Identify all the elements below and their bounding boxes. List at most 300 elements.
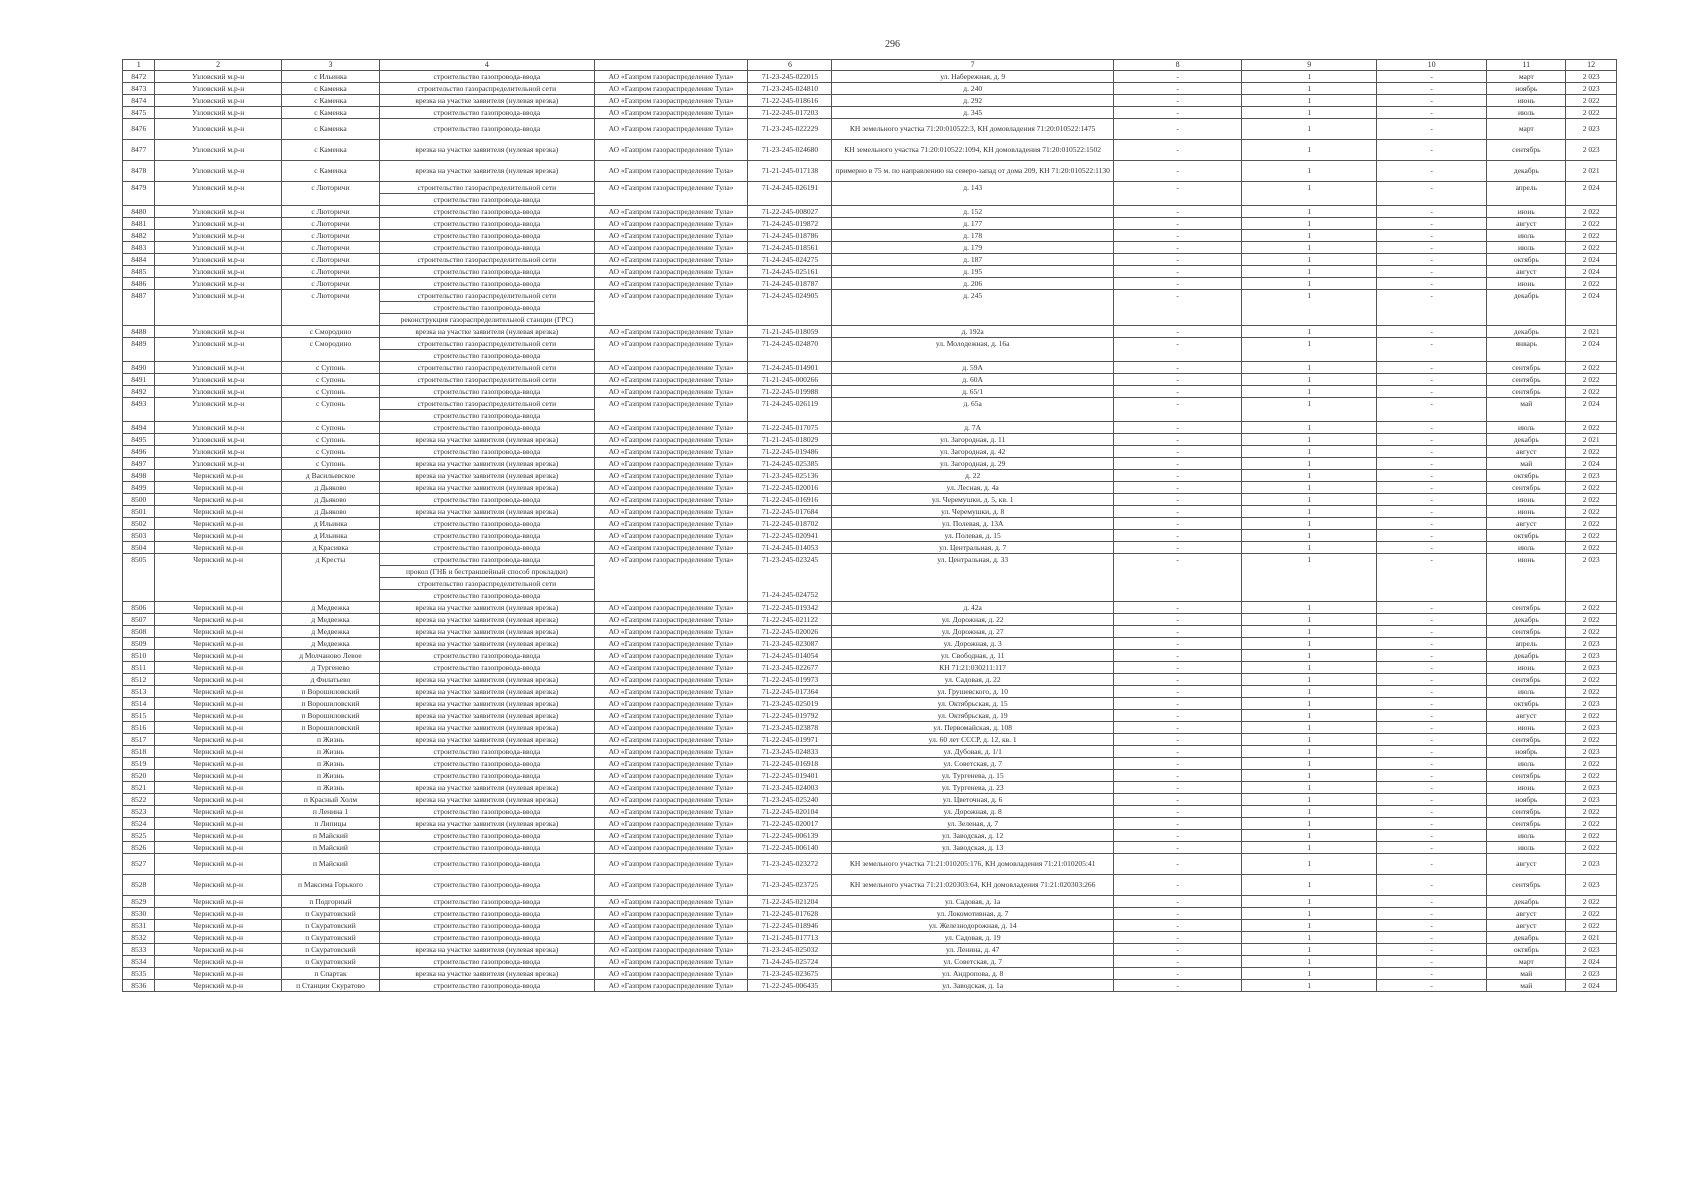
work-type-cell: строительство газораспределительной сети — [380, 578, 595, 590]
col10-cell: - — [1377, 230, 1487, 242]
code-cell: 71-22-245-020017 — [748, 818, 832, 830]
row-number: 8485 — [123, 266, 155, 278]
address-cell: д. 152 — [832, 206, 1113, 218]
year-cell: 2 023 — [1566, 650, 1617, 662]
code-cell: 71-22-245-006140 — [748, 842, 832, 854]
district-cell: Чернский м.р-н — [155, 968, 282, 980]
work-type-cell: врезка на участке заявителя (нулевая врезка) — [380, 698, 595, 710]
page-number: 296 — [885, 39, 900, 50]
address-cell: ул. Заводская, д. 13 — [832, 842, 1113, 854]
col9-cell: 1 — [1242, 875, 1377, 896]
organization-cell: АО «Газпром газораспределение Тула» — [594, 758, 748, 770]
month-cell: июль — [1487, 542, 1566, 554]
empty-cell — [1113, 410, 1242, 422]
settlement-cell: с Супонь — [281, 434, 379, 446]
table-row — [123, 422, 1617, 434]
col9-cell: 1 — [1242, 278, 1377, 290]
code-cell: 71-23-245-025019 — [748, 698, 832, 710]
address-cell: ул. Дубовая, д. 1/1 — [832, 746, 1113, 758]
year-cell: 2 022 — [1566, 218, 1617, 230]
col10-cell: - — [1377, 650, 1487, 662]
settlement-cell: п Жизнь — [281, 734, 379, 746]
work-type-cell: строительство газопровода-ввода — [380, 806, 595, 818]
month-cell: июнь — [1487, 494, 1566, 506]
empty-cell — [832, 590, 1113, 602]
address-cell: ул. Тургенева, д. 23 — [832, 782, 1113, 794]
district-cell: Узловский м.р-н — [155, 434, 282, 446]
col8-cell: - — [1113, 806, 1242, 818]
code-cell: 71-22-245-017075 — [748, 422, 832, 434]
work-type-cell: строительство газопровода-ввода — [380, 662, 595, 674]
work-type-cell: врезка на участке заявителя (нулевая врезка) — [380, 482, 595, 494]
col9-cell: 1 — [1242, 698, 1377, 710]
col10-cell: - — [1377, 734, 1487, 746]
settlement-cell: п Ворошиловский — [281, 698, 379, 710]
address-cell: ул. Дорожная, д. 3 — [832, 638, 1113, 650]
work-type-cell: строительство газопровода-ввода — [380, 230, 595, 242]
col9-cell: 1 — [1242, 662, 1377, 674]
district-cell: Узловский м.р-н — [155, 161, 282, 182]
code-cell: 71-21-245-018059 — [748, 326, 832, 338]
settlement-cell: с Люторичи — [281, 242, 379, 254]
empty-cell — [1487, 314, 1566, 326]
organization-cell: АО «Газпром газораспределение Тула» — [594, 770, 748, 782]
district-cell: Узловский м.р-н — [155, 374, 282, 386]
empty-cell — [594, 314, 748, 326]
code-cell: 71-22-245-020104 — [748, 806, 832, 818]
month-cell: декабрь — [1487, 650, 1566, 662]
work-type-cell: врезка на участке заявителя (нулевая врезка) — [380, 722, 595, 734]
settlement-cell: п Красный Холм — [281, 794, 379, 806]
settlement-cell: д Тургенево — [281, 662, 379, 674]
empty-cell — [1566, 350, 1617, 362]
settlement-cell: д Дьяково — [281, 506, 379, 518]
code-cell: 71-23-245-025136 — [748, 470, 832, 482]
row-number: 8496 — [123, 446, 155, 458]
col10-cell: - — [1377, 932, 1487, 944]
col8-cell: - — [1113, 794, 1242, 806]
settlement-cell: п Ворошиловский — [281, 710, 379, 722]
year-cell: 2 022 — [1566, 758, 1617, 770]
col10-cell: - — [1377, 698, 1487, 710]
col9-cell: 1 — [1242, 734, 1377, 746]
col8-cell: - — [1113, 458, 1242, 470]
work-type-cell: строительство газопровода-ввода — [380, 518, 595, 530]
col10-cell: - — [1377, 470, 1487, 482]
code-cell: 71-24-245-024905 — [748, 290, 832, 302]
work-type-cell: врезка на участке заявителя (нулевая врезка) — [380, 506, 595, 518]
empty-cell — [281, 302, 379, 314]
col8-cell: - — [1113, 602, 1242, 614]
empty-cell — [748, 194, 832, 206]
col10-cell: - — [1377, 686, 1487, 698]
address-cell: д. 345 — [832, 107, 1113, 119]
address-cell: ул. Зеленая, д. 7 — [832, 818, 1113, 830]
address-cell: д. 195 — [832, 266, 1113, 278]
table-row — [123, 932, 1617, 944]
col9-cell: 1 — [1242, 182, 1377, 194]
table-row — [123, 374, 1617, 386]
code-cell: 71-21-245-000266 — [748, 374, 832, 386]
col8-cell: - — [1113, 230, 1242, 242]
col9-cell: 1 — [1242, 818, 1377, 830]
work-type-cell: строительство газопровода-ввода — [380, 908, 595, 920]
district-cell: Узловский м.р-н — [155, 107, 282, 119]
year-cell: 2 023 — [1566, 119, 1617, 140]
work-type-cell: строительство газопровода-ввода — [380, 206, 595, 218]
empty-cell — [1377, 410, 1487, 422]
empty-cell — [594, 194, 748, 206]
row-number: 8479 — [123, 182, 155, 194]
col8-cell: - — [1113, 686, 1242, 698]
empty-cell — [1487, 410, 1566, 422]
col10-cell: - — [1377, 875, 1487, 896]
year-cell: 2 023 — [1566, 794, 1617, 806]
row-number: 8512 — [123, 674, 155, 686]
month-cell: декабрь — [1487, 434, 1566, 446]
code-cell: 71-22-245-018616 — [748, 95, 832, 107]
empty-cell — [155, 578, 282, 590]
code-cell: 71-23-245-024003 — [748, 782, 832, 794]
year-cell: 2 022 — [1566, 542, 1617, 554]
col8-cell: - — [1113, 326, 1242, 338]
year-cell: 2 024 — [1566, 458, 1617, 470]
column-header: 11 — [1487, 60, 1566, 71]
work-type-cell: строительство газораспределительной сети — [380, 182, 595, 194]
col8-cell: - — [1113, 140, 1242, 161]
work-type-cell: строительство газопровода-ввода — [380, 956, 595, 968]
address-cell: ул. Советская, д. 7 — [832, 956, 1113, 968]
work-type-cell: строительство газопровода-ввода — [380, 410, 595, 422]
district-cell: Чернский м.р-н — [155, 542, 282, 554]
month-cell: август — [1487, 710, 1566, 722]
settlement-cell: п Спартак — [281, 968, 379, 980]
address-cell: ул. Черемушки, д. 5, кв. 1 — [832, 494, 1113, 506]
col8-cell: - — [1113, 638, 1242, 650]
code-cell: 71-23-245-023725 — [748, 875, 832, 896]
row-number: 8518 — [123, 746, 155, 758]
col10-cell: - — [1377, 107, 1487, 119]
table-row — [123, 230, 1617, 242]
col9-cell: 1 — [1242, 290, 1377, 302]
address-cell: ул. Полевая, д. 15 — [832, 530, 1113, 542]
col9-cell: 1 — [1242, 554, 1377, 566]
year-cell: 2 023 — [1566, 638, 1617, 650]
month-cell: сентябрь — [1487, 374, 1566, 386]
table-row — [123, 602, 1617, 614]
table-subrow — [123, 578, 1617, 590]
empty-cell — [1377, 578, 1487, 590]
work-type-cell: строительство газораспределительной сети — [380, 254, 595, 266]
col10-cell: - — [1377, 434, 1487, 446]
settlement-cell: д Кресты — [281, 554, 379, 566]
empty-cell — [832, 302, 1113, 314]
column-header: 12 — [1566, 60, 1617, 71]
col9-cell: 1 — [1242, 908, 1377, 920]
district-cell: Узловский м.р-н — [155, 119, 282, 140]
row-number: 8483 — [123, 242, 155, 254]
row-number: 8486 — [123, 278, 155, 290]
table-row — [123, 494, 1617, 506]
col10-cell: - — [1377, 119, 1487, 140]
col8-cell: - — [1113, 95, 1242, 107]
col10-cell: - — [1377, 758, 1487, 770]
table-row — [123, 968, 1617, 980]
col8-cell: - — [1113, 254, 1242, 266]
month-cell: сентябрь — [1487, 482, 1566, 494]
year-cell: 2 021 — [1566, 932, 1617, 944]
month-cell: март — [1487, 119, 1566, 140]
district-cell: Чернский м.р-н — [155, 908, 282, 920]
col8-cell: - — [1113, 182, 1242, 194]
col10-cell: - — [1377, 254, 1487, 266]
work-type-cell: строительство газопровода-ввода — [380, 842, 595, 854]
work-type-cell: строительство газопровода-ввода — [380, 650, 595, 662]
empty-cell — [748, 566, 832, 578]
year-cell: 2 024 — [1566, 290, 1617, 302]
row-number: 8515 — [123, 710, 155, 722]
month-cell: август — [1487, 218, 1566, 230]
code-cell: 71-24-245-018787 — [748, 278, 832, 290]
settlement-cell: д Медвежка — [281, 626, 379, 638]
table-row — [123, 242, 1617, 254]
table-subrow — [123, 302, 1617, 314]
col8-cell: - — [1113, 782, 1242, 794]
settlement-cell: п Жизнь — [281, 746, 379, 758]
month-cell: август — [1487, 446, 1566, 458]
settlement-cell: п Ворошиловский — [281, 722, 379, 734]
year-cell: 2 023 — [1566, 698, 1617, 710]
month-cell: июнь — [1487, 278, 1566, 290]
col8-cell: - — [1113, 626, 1242, 638]
col8-cell: - — [1113, 71, 1242, 83]
organization-cell: АО «Газпром газораспределение Тула» — [594, 374, 748, 386]
table-row — [123, 206, 1617, 218]
work-type-cell: прокол (ГНБ и бестраншейный способ прокладки) — [380, 566, 595, 578]
table-row — [123, 182, 1617, 194]
empty-cell — [1487, 302, 1566, 314]
col10-cell: - — [1377, 422, 1487, 434]
organization-cell: АО «Газпром газораспределение Тула» — [594, 266, 748, 278]
district-cell: Чернский м.р-н — [155, 932, 282, 944]
row-number: 8532 — [123, 932, 155, 944]
empty-cell — [123, 194, 155, 206]
empty-cell — [832, 578, 1113, 590]
settlement-cell: п Майский — [281, 854, 379, 875]
row-number: 8533 — [123, 944, 155, 956]
address-cell: ул. Цветочная, д. 6 — [832, 794, 1113, 806]
organization-cell: АО «Газпром газораспределение Тула» — [594, 278, 748, 290]
code-cell: 71-21-245-018029 — [748, 434, 832, 446]
row-number: 8504 — [123, 542, 155, 554]
address-cell: ул. Заводская, д. 1а — [832, 980, 1113, 992]
col10-cell: - — [1377, 710, 1487, 722]
year-cell: 2 022 — [1566, 482, 1617, 494]
col9-cell: 1 — [1242, 107, 1377, 119]
district-cell: Чернский м.р-н — [155, 674, 282, 686]
organization-cell: АО «Газпром газораспределение Тула» — [594, 338, 748, 350]
month-cell: ноябрь — [1487, 83, 1566, 95]
organization-cell: АО «Газпром газораспределение Тула» — [594, 119, 748, 140]
col10-cell: - — [1377, 518, 1487, 530]
row-number: 8490 — [123, 362, 155, 374]
col9-cell: 1 — [1242, 944, 1377, 956]
col8-cell: - — [1113, 896, 1242, 908]
month-cell: декабрь — [1487, 932, 1566, 944]
row-number: 8506 — [123, 602, 155, 614]
month-cell: август — [1487, 908, 1566, 920]
col8-cell: - — [1113, 734, 1242, 746]
organization-cell: АО «Газпром газораспределение Тула» — [594, 980, 748, 992]
col9-cell: 1 — [1242, 458, 1377, 470]
empty-cell — [155, 410, 282, 422]
row-number: 8530 — [123, 908, 155, 920]
col10-cell: - — [1377, 386, 1487, 398]
table-row — [123, 662, 1617, 674]
empty-cell — [123, 566, 155, 578]
code-cell: 71-22-245-020026 — [748, 626, 832, 638]
table-row — [123, 518, 1617, 530]
settlement-cell: с Супонь — [281, 398, 379, 410]
col10-cell: - — [1377, 674, 1487, 686]
code-cell: 71-22-245-019973 — [748, 674, 832, 686]
row-number: 8521 — [123, 782, 155, 794]
col10-cell: - — [1377, 530, 1487, 542]
settlement-cell: с Люторичи — [281, 206, 379, 218]
col10-cell: - — [1377, 458, 1487, 470]
organization-cell: АО «Газпром газораспределение Тула» — [594, 398, 748, 410]
row-number: 8526 — [123, 842, 155, 854]
organization-cell: АО «Газпром газораспределение Тула» — [594, 830, 748, 842]
empty-cell — [748, 314, 832, 326]
code-cell: 71-22-245-018702 — [748, 518, 832, 530]
month-cell: май — [1487, 458, 1566, 470]
empty-cell — [594, 566, 748, 578]
district-cell: Узловский м.р-н — [155, 362, 282, 374]
code-cell: 71-23-245-022015 — [748, 71, 832, 83]
col10-cell: - — [1377, 908, 1487, 920]
settlement-cell: п Жизнь — [281, 758, 379, 770]
col9-cell: 1 — [1242, 602, 1377, 614]
month-cell: август — [1487, 920, 1566, 932]
table-subrow — [123, 566, 1617, 578]
year-cell: 2 022 — [1566, 386, 1617, 398]
empty-cell — [1377, 566, 1487, 578]
address-cell: ул. Дорожная, д. 27 — [832, 626, 1113, 638]
address-cell: д. 60А — [832, 374, 1113, 386]
settlement-cell: с Люторичи — [281, 230, 379, 242]
district-cell: Чернский м.р-н — [155, 506, 282, 518]
year-cell: 2 023 — [1566, 746, 1617, 758]
table-row — [123, 830, 1617, 842]
district-cell: Чернский м.р-н — [155, 920, 282, 932]
organization-cell: АО «Газпром газораспределение Тула» — [594, 290, 748, 302]
year-cell: 2 024 — [1566, 266, 1617, 278]
col8-cell: - — [1113, 554, 1242, 566]
row-number: 8514 — [123, 698, 155, 710]
settlement-cell: п Ворошиловский — [281, 686, 379, 698]
address-cell: д. 143 — [832, 182, 1113, 194]
table-row — [123, 140, 1617, 161]
row-number: 8480 — [123, 206, 155, 218]
settlement-cell: п Жизнь — [281, 782, 379, 794]
settlement-cell: с Люторичи — [281, 182, 379, 194]
organization-cell: АО «Газпром газораспределение Тула» — [594, 386, 748, 398]
address-cell: ул. Андропова, д. 8 — [832, 968, 1113, 980]
year-cell: 2 022 — [1566, 362, 1617, 374]
empty-cell — [123, 410, 155, 422]
work-type-cell: врезка на участке заявителя (нулевая врезка) — [380, 140, 595, 161]
organization-cell: АО «Газпром газораспределение Тула» — [594, 626, 748, 638]
col9-cell: 1 — [1242, 326, 1377, 338]
district-cell: Чернский м.р-н — [155, 854, 282, 875]
address-cell: ул. Садовая, д. 1а — [832, 896, 1113, 908]
empty-cell — [281, 410, 379, 422]
work-type-cell: строительство газопровода-ввода — [380, 758, 595, 770]
address-cell: КН земельного участка 71:21:020303:64, КН домовладения 71:21:020303:266 — [832, 875, 1113, 896]
table-row — [123, 818, 1617, 830]
col9-cell: 1 — [1242, 758, 1377, 770]
col9-cell: 1 — [1242, 71, 1377, 83]
col10-cell: - — [1377, 182, 1487, 194]
work-type-cell: строительство газопровода-ввода — [380, 242, 595, 254]
col9-cell: 1 — [1242, 932, 1377, 944]
month-cell: декабрь — [1487, 614, 1566, 626]
organization-cell: АО «Газпром газораспределение Тула» — [594, 920, 748, 932]
year-cell: 2 022 — [1566, 374, 1617, 386]
year-cell: 2 022 — [1566, 530, 1617, 542]
address-cell: ул. Садовая, д. 22 — [832, 674, 1113, 686]
code-cell: 71-22-245-018946 — [748, 920, 832, 932]
code-cell: 71-23-245-023087 — [748, 638, 832, 650]
district-cell: Чернский м.р-н — [155, 842, 282, 854]
year-cell: 2 022 — [1566, 626, 1617, 638]
empty-cell — [1487, 350, 1566, 362]
col8-cell: - — [1113, 386, 1242, 398]
code-cell: 71-22-245-020016 — [748, 482, 832, 494]
year-cell: 2 022 — [1566, 242, 1617, 254]
district-cell: Чернский м.р-н — [155, 734, 282, 746]
year-cell: 2 022 — [1566, 686, 1617, 698]
row-number: 8478 — [123, 161, 155, 182]
district-cell: Чернский м.р-н — [155, 770, 282, 782]
empty-cell — [832, 314, 1113, 326]
col8-cell: - — [1113, 398, 1242, 410]
work-type-cell: строительство газораспределительной сети — [380, 83, 595, 95]
empty-cell — [155, 314, 282, 326]
month-cell: сентябрь — [1487, 386, 1566, 398]
organization-cell: АО «Газпром газораспределение Тула» — [594, 956, 748, 968]
district-cell: Узловский м.р-н — [155, 278, 282, 290]
month-cell: сентябрь — [1487, 818, 1566, 830]
col8-cell: - — [1113, 908, 1242, 920]
col10-cell: - — [1377, 494, 1487, 506]
col9-cell: 1 — [1242, 266, 1377, 278]
settlement-cell: д Медвежка — [281, 614, 379, 626]
table-row — [123, 875, 1617, 896]
year-cell: 2 024 — [1566, 398, 1617, 410]
settlement-cell: с Каменка — [281, 83, 379, 95]
district-cell: Чернский м.р-н — [155, 530, 282, 542]
empty-cell — [1242, 578, 1377, 590]
year-cell: 2 022 — [1566, 908, 1617, 920]
col10-cell: - — [1377, 920, 1487, 932]
column-header: 4 — [380, 60, 595, 71]
settlement-cell: с Люторичи — [281, 218, 379, 230]
district-cell: Чернский м.р-н — [155, 602, 282, 614]
address-cell: КН земельного участка 71:21:010205:176, КН домовладения 71:21:010205:41 — [832, 854, 1113, 875]
organization-cell: АО «Газпром газораспределение Тула» — [594, 482, 748, 494]
